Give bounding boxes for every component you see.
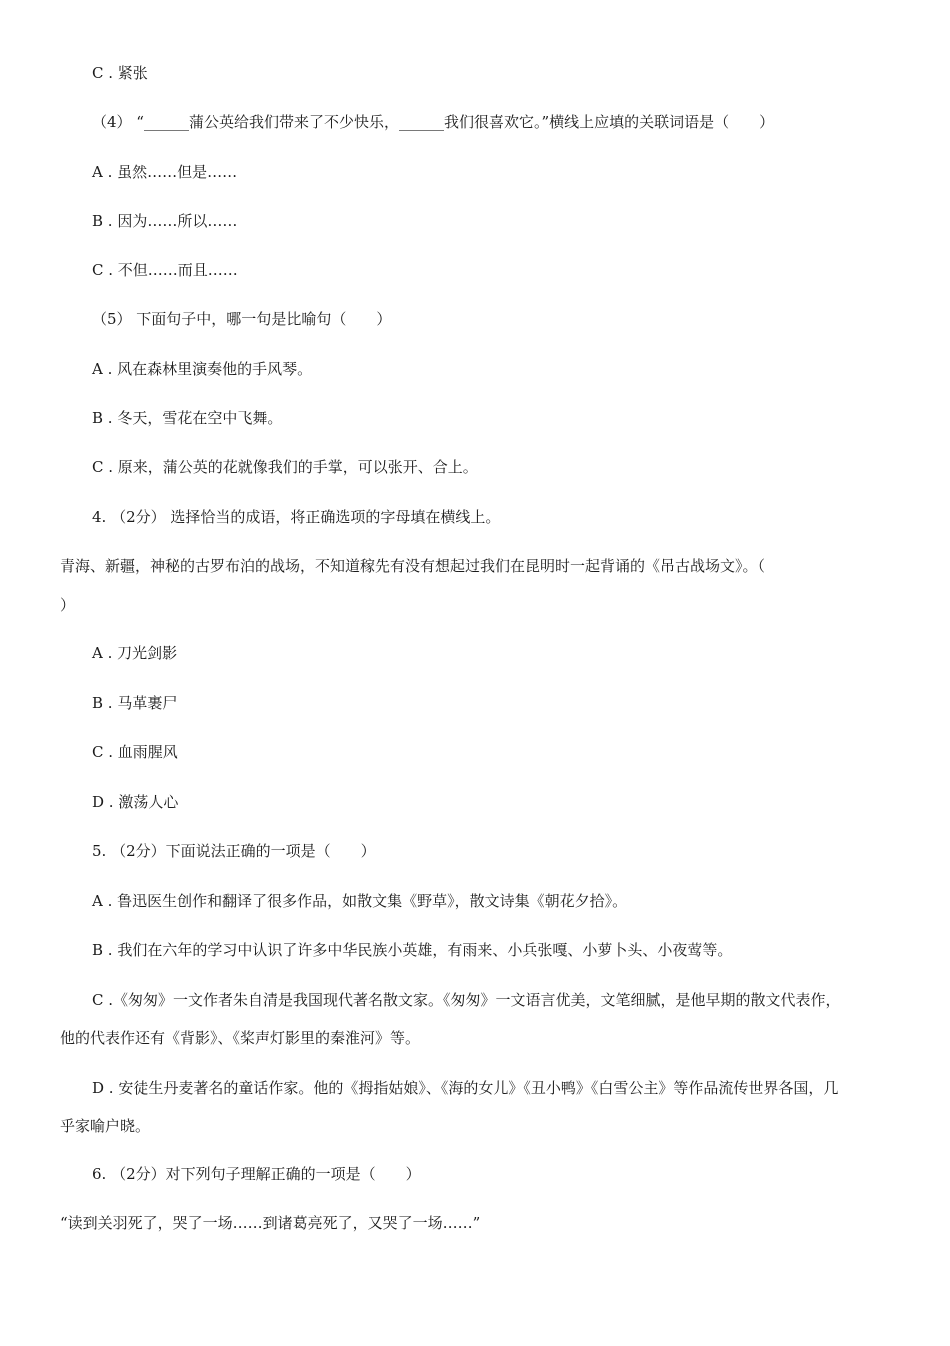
- q6-quote: “读到关羽死了，哭了一场……到诸葛亮死了，又哭了一场……”: [60, 1214, 481, 1232]
- q3-4-stem: （4） “______蒲公英给我们带来了不少快乐，______我们很喜欢它。”横线上应填的关联词语是（ ）: [92, 113, 775, 131]
- q3-5-option-a: A . 风在森林里演奏他的手风琴。: [92, 360, 313, 378]
- q3-5-option-b: B . 冬天，雪花在空中飞舞。: [92, 409, 283, 427]
- q5-option-d: D . 安徒生丹麦著名的童话作家。他的《拇指姑娘》、《海的女儿》《丑小鸭》《白雪公主》等作品流传世界各国，几: [92, 1079, 839, 1097]
- q5-option-d-cont: 乎家喻户晓。: [60, 1117, 151, 1135]
- q5-option-c-cont: 他的代表作还有《背影》、《桨声灯影里的秦淮河》等。: [60, 1029, 421, 1047]
- q4-stem: 4. （2分） 选择恰当的成语，将正确选项的字母填在横线上。: [92, 508, 501, 526]
- q4-passage: 青海、新疆，神秘的古罗布泊的战场，不知道稼先有没有想起过我们在昆明时一起背诵的《吊古战场文》。（: [60, 557, 766, 575]
- q6-stem: 6. （2分）对下列句子理解正确的一项是（ ）: [92, 1165, 421, 1183]
- q5-stem: 5. （2分）下面说法正确的一项是（ ）: [92, 842, 376, 860]
- q4-option-b: B . 马革裹尸: [92, 694, 178, 712]
- q3-4-option-c: C . 不但……而且……: [92, 261, 238, 279]
- q3-4-option-a: A . 虽然……但是……: [92, 163, 238, 181]
- q3-5-option-c: C . 原来，蒲公英的花就像我们的手掌，可以张开、合上。: [92, 458, 478, 476]
- q4-passage-cont: ）: [60, 596, 76, 614]
- q5-option-c: C .《匆匆》一文作者朱自清是我国现代著名散文家。《匆匆》一文语言优美，文笔细腻，是他早期的散文代表作，: [92, 991, 841, 1009]
- q3-4-option-b: B . 因为……所以……: [92, 212, 238, 230]
- q5-option-a: A . 鲁迅医生创作和翻译了很多作品，如散文集《野草》，散文诗集《朝花夕拾》。: [92, 892, 628, 910]
- q4-option-c: C . 血雨腥风: [92, 743, 178, 761]
- q4-option-a: A . 刀光剑影: [92, 644, 178, 662]
- q3-5-stem: （5） 下面句子中，哪一句是比喻句（ ）: [92, 310, 392, 328]
- q4-option-d: D . 激荡人心: [92, 793, 179, 811]
- q3-3-option-c: C . 紧张: [92, 64, 148, 82]
- q5-option-b: B . 我们在六年的学习中认识了许多中华民族小英雄，有雨来、小兵张嘎、小萝卜头、小夜莺等。: [92, 941, 733, 959]
